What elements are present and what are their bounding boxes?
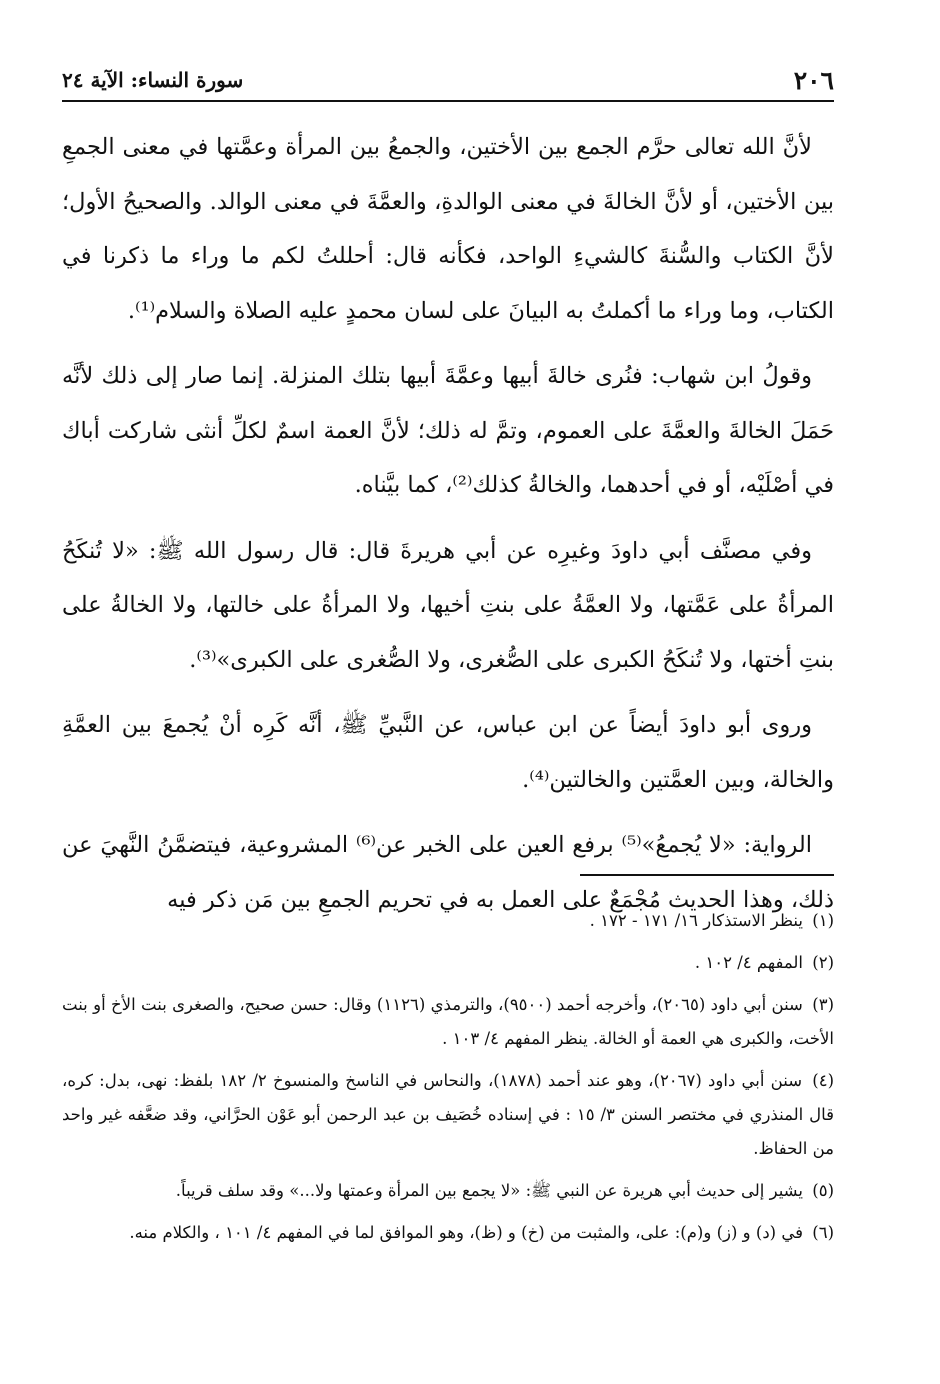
footnote-number: (١) bbox=[812, 911, 834, 930]
footnote-text: ينظر الاستذكار ١٦/ ١٧١ - ١٧٢ . bbox=[589, 911, 803, 930]
running-title: سورة النساء: الآية ٢٤ bbox=[62, 68, 244, 92]
main-text bbox=[62, 120, 834, 938]
footnote-text: سنن أبي داود (٢٠٦٥)، وأخرجه أحمد (٩٥٠٠)، والترمذي (١١٢٦) وقال: حسن صحيح، والصغرى بنت الأخ أو بنت الأخت، والكبرى هي العمة أو الخالة. ينظر المفهم ٤/ ١٠٣ . bbox=[62, 995, 834, 1048]
footnote-text: المفهم ٤/ ١٠٢ . bbox=[694, 953, 803, 972]
page-header bbox=[62, 66, 834, 102]
footnote-number: (٢) bbox=[812, 953, 834, 972]
footnote-separator bbox=[580, 874, 834, 876]
footnote bbox=[62, 904, 834, 938]
footnote-number: (٣) bbox=[812, 995, 834, 1014]
footnote-text: في (د) و (ز) و(م): على، والمثبت من (خ) و (ظ)، وهو الموافق لما في المفهم ٤/ ١٠١ ، والكلام منه. bbox=[129, 1223, 803, 1242]
footnote bbox=[62, 1064, 834, 1166]
footnote bbox=[62, 1216, 834, 1250]
paragraph: وفي مصنَّف أبي داودَ وغيرِه عن أبي هريرةَ قال: قال رسول الله ﷺ: «لا تُنكَحُ المرأةُ على عَمَّتها، ولا العمَّةُ على بنتِ أخيها، ولا المرأةُ على خالتها، ولا الخالةُ على بنتِ أختها، ولا تُنكَحُ الكبرى على الصُّغرى، ولا الصُّغرى على الكبرى»⁽³⁾. bbox=[62, 537, 834, 673]
footnotes bbox=[62, 904, 834, 1258]
paragraph: لأنَّ الله تعالى حرَّم الجمع بين الأختين، والجمعُ بين المرأة وعمَّتها في معنى الجمعِ بين الأختين، أو لأنَّ الخالةَ في معنى الوالدةِ، والعمَّةَ في معنى الوالد. والصحيحُ الأول؛ لأنَّ الكتاب والسُّنةَ كالشيءِ الواحد، فكأنه قال: أحللتُ لكم ما وراء ما ذكرنا في الكتاب، وما وراء ما أكملتُ به البيانَ على لسان محمدٍ عليه الصلاة والسلام⁽¹⁾. bbox=[62, 134, 834, 324]
footnote bbox=[62, 988, 834, 1056]
footnote-number: (٦) bbox=[812, 1223, 834, 1242]
page-number: ٢٠٦ bbox=[793, 66, 834, 95]
footnote bbox=[62, 946, 834, 980]
paragraph: وقولُ ابن شهاب: فنُرى خالةَ أبيها وعمَّةَ أبيها بتلك المنزلة. إنما صار إلى ذلك لأنَّه حَمَلَ الخالةَ والعمَّةَ على العموم، وتمَّ له ذلك؛ لأنَّ العمة اسمٌ لكلِّ أنثى شاركت أباك في أصْلَيْه، أو في أحدهما، والخالةُ كذلك⁽²⁾، كما بيَّناه. bbox=[62, 363, 834, 498]
footnote bbox=[62, 1174, 834, 1208]
paragraph: وروى أبو داودَ أيضاً عن ابن عباس، عن النَّبيِّ ﷺ، أنَّه كَرِه أنْ يُجمعَ بين العمَّةِ والخالة، وبين العمَّتين والخالتين⁽⁴⁾. bbox=[62, 712, 834, 793]
footnote-number: (٤) bbox=[812, 1071, 835, 1090]
footnote-text: يشير إلى حديث أبي هريرة عن النبي ﷺ: «لا يجمع بين المرأة وعمتها ولا...» وقد سلف قريباً. bbox=[175, 1181, 803, 1200]
paragraph: الرواية: «لا يُجمعُ»⁽⁵⁾ برفع العين على الخبر عن⁽⁶⁾ المشروعية، فيتضمَّنُ النَّهيَ عن ذلك، وهذا الحديث مُجْمَعٌ على العمل به في تحريم الجمعِ بين مَن ذكر فيه bbox=[62, 832, 834, 913]
footnote-text: سنن أبي داود (٢٠٦٧)، وهو عند أحمد (١٨٧٨)، والنحاس في الناسخ والمنسوخ ٢/ ١٨٢ بلفظ: نهى، بدل: كره، قال المنذري في مختصر السنن ٣/ ١٥ : في إسناده خُصَيف بن عبد الرحمن أبو عَوْن الحرَّاني، وقد ضعَّفه غير واحد من الحفاظ. bbox=[62, 1071, 834, 1158]
footnote-number: (٥) bbox=[812, 1181, 834, 1200]
